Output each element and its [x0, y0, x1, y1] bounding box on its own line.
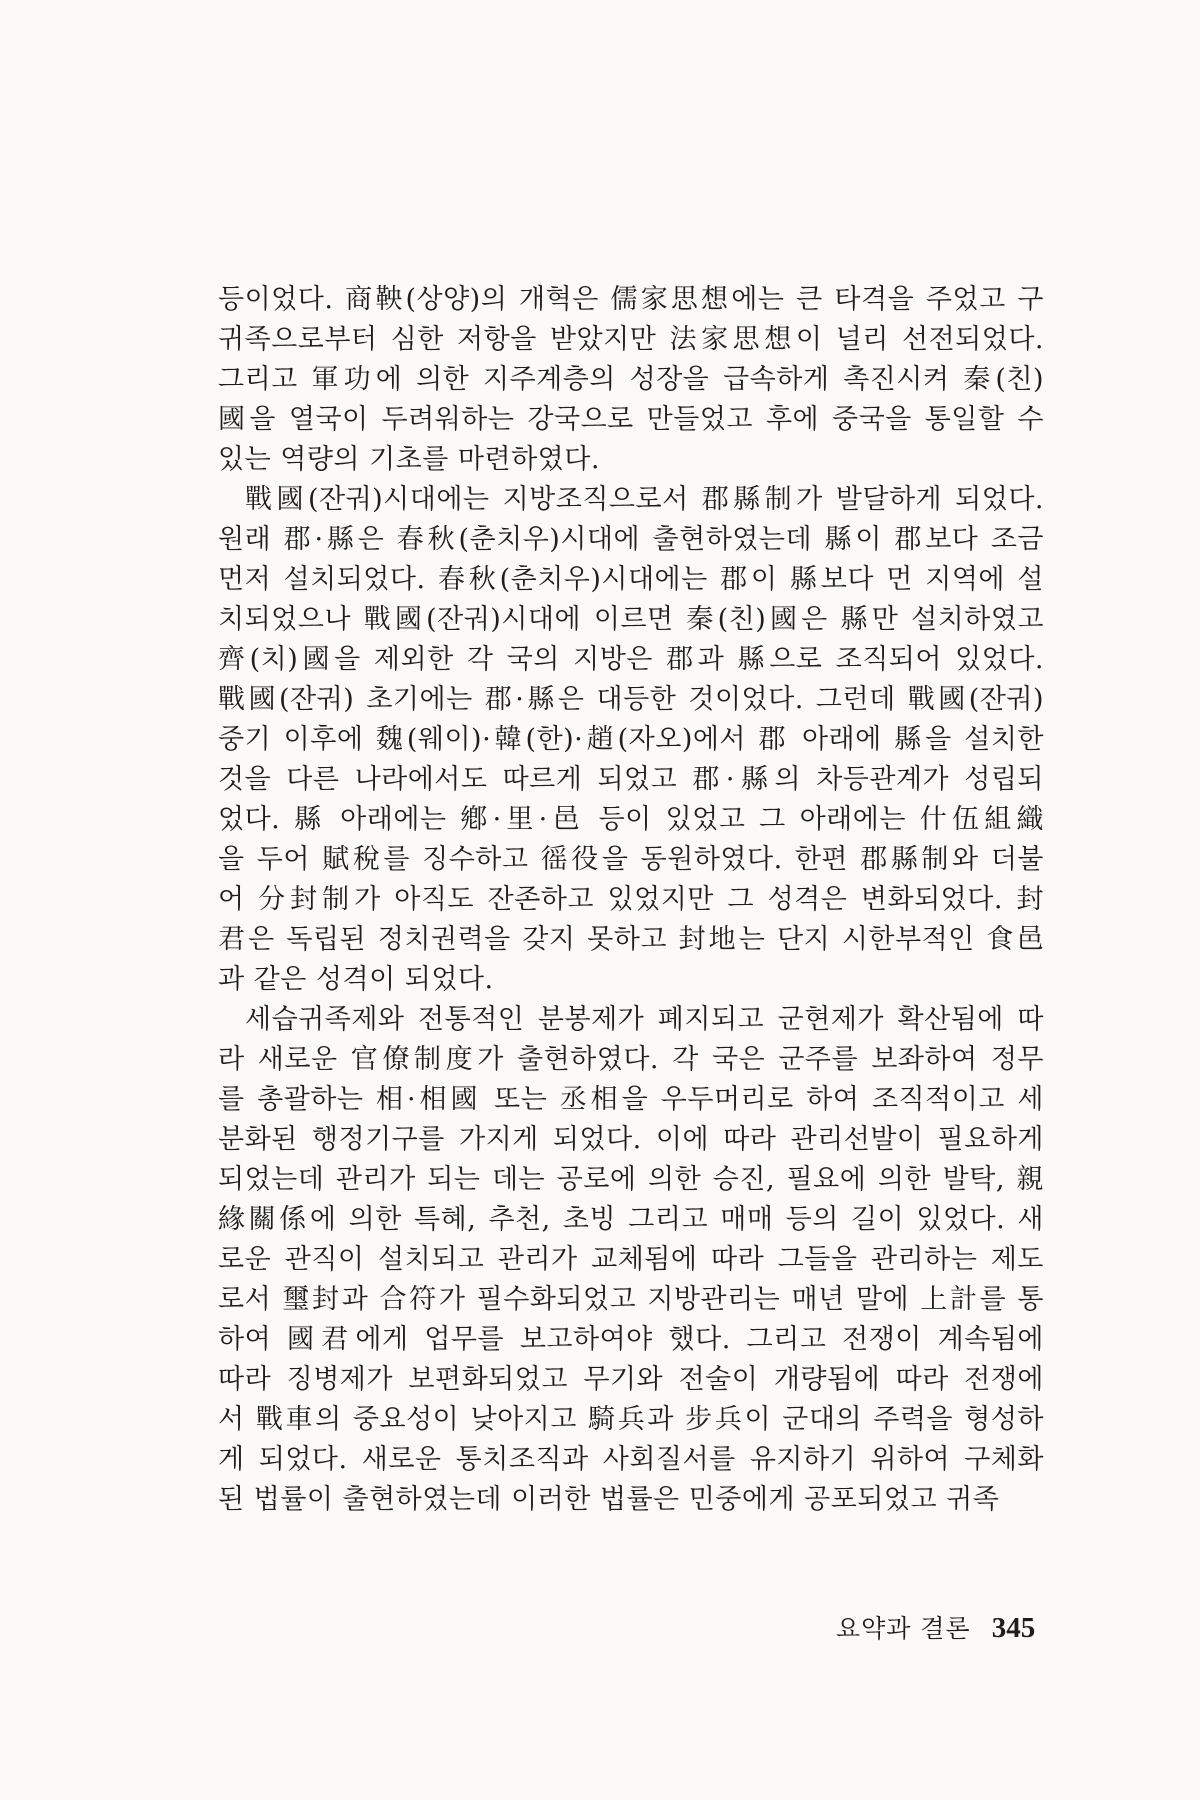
text-line: 따라 징병제가 보편화되었고 무기와 전술이 개량됨에 따라 전쟁에 [218, 1364, 1044, 1395]
text-line: 것을 다른 나라에서도 따르게 되었고 郡·縣의 차등관계가 성립되 [218, 764, 1044, 795]
text-line: 귀족으로부터 심한 저항을 받았지만 法家思想이 널리 선전되었다. [218, 324, 1044, 355]
text-line: 그리고 軍功에 의한 지주계층의 성장을 급속하게 촉진시켜 秦(친) [218, 364, 1044, 395]
text-line: 라 새로운 官僚制度가 출현하였다. 각 국은 군주를 보좌하여 정무 [218, 1044, 1044, 1075]
paragraph [218, 480, 1044, 1000]
text-line: 원래 郡·縣은 春秋(춘치우)시대에 출현하였는데 縣이 郡보다 조금 [218, 524, 1044, 555]
text-line: 어 分封制가 아직도 잔존하고 있었지만 그 성격은 변화되었다. 封 [218, 884, 1044, 915]
paragraph [218, 280, 1044, 480]
text-line: 되었는데 관리가 되는 데는 공로에 의한 승진, 필요에 의한 발탁, 親 [218, 1164, 1044, 1195]
text-line: 君은 독립된 정치권력을 갖지 못하고 封地는 단지 시한부적인 食邑 [218, 924, 1044, 955]
text-line: 등이었다. 商鞅(상양)의 개혁은 儒家思想에는 큰 타격을 주었고 구 [218, 284, 1044, 315]
text-line: 분화된 행정기구를 가지게 되었다. 이에 따라 관리선발이 필요하게 [218, 1124, 1044, 1155]
text-line: 로운 관직이 설치되고 관리가 교체됨에 따라 그들을 관리하는 제도 [218, 1244, 1044, 1275]
text-line: 된 법률이 출현하였는데 이러한 법률은 민중에게 공포되었고 귀족 [218, 1484, 1000, 1515]
text-line: 세습귀족제와 전통적인 분봉제가 폐지되고 군현제가 확산됨에 따 [245, 1004, 1044, 1035]
text-line: 중기 이후에 魏(웨이)·韓(한)·趙(자오)에서 郡 아래에 縣을 설치한 [218, 724, 1044, 755]
text-line: 로서 璽封과 合符가 필수화되었고 지방관리는 매년 말에 上計를 통 [218, 1284, 1044, 1315]
text-line: 緣關係에 의한 특혜, 추천, 초빙 그리고 매매 등의 길이 있었다. 새 [218, 1204, 1044, 1235]
page-number: 345 [991, 1612, 1036, 1644]
running-footer-title: 요약과 결론 [836, 1614, 971, 1643]
text-line: 과 같은 성격이 되었다. [218, 964, 494, 995]
text-line: 戰國(잔궈) 초기에는 郡·縣은 대등한 것이었다. 그런데 戰國(잔궈) [218, 684, 1044, 715]
text-line: 을 두어 賦稅를 징수하고 徭役을 동원하였다. 한편 郡縣制와 더불 [218, 844, 1044, 875]
text-line: 하여 國君에게 업무를 보고하여야 했다. 그리고 전쟁이 계속됨에 [218, 1324, 1044, 1355]
text-line: 있는 역량의 기초를 마련하였다. [218, 444, 600, 475]
text-line: 齊(치)國을 제외한 각 국의 지방은 郡과 縣으로 조직되어 있었다. [218, 644, 1044, 675]
text-line: 치되었으나 戰國(잔궈)시대에 이르면 秦(친)國은 縣만 설치하였고 [218, 604, 1044, 635]
text-line: 서 戰車의 중요성이 낮아지고 騎兵과 步兵이 군대의 주력을 형성하 [218, 1404, 1044, 1435]
text-line: 게 되었다. 새로운 통치조직과 사회질서를 유지하기 위하여 구체화 [218, 1444, 1044, 1475]
paragraph [218, 1000, 1044, 1520]
text-line: 었다. 縣 아래에는 鄕·里·邑 등이 있었고 그 아래에는 什伍組織 [218, 804, 1044, 835]
text-line: 戰國(잔궈)시대에는 지방조직으로서 郡縣制가 발달하게 되었다. [245, 484, 1044, 515]
text-line: 國을 열국이 두려워하는 강국으로 만들었고 후에 중국을 통일할 수 [218, 404, 1044, 435]
page-footer [836, 1608, 1035, 1648]
text-line: 먼저 설치되었다. 春秋(춘치우)시대에는 郡이 縣보다 먼 지역에 설 [218, 564, 1044, 595]
body-text [218, 280, 1044, 1520]
text-line: 를 총괄하는 相·相國 또는 丞相을 우두머리로 하여 조직적이고 세 [218, 1084, 1044, 1115]
